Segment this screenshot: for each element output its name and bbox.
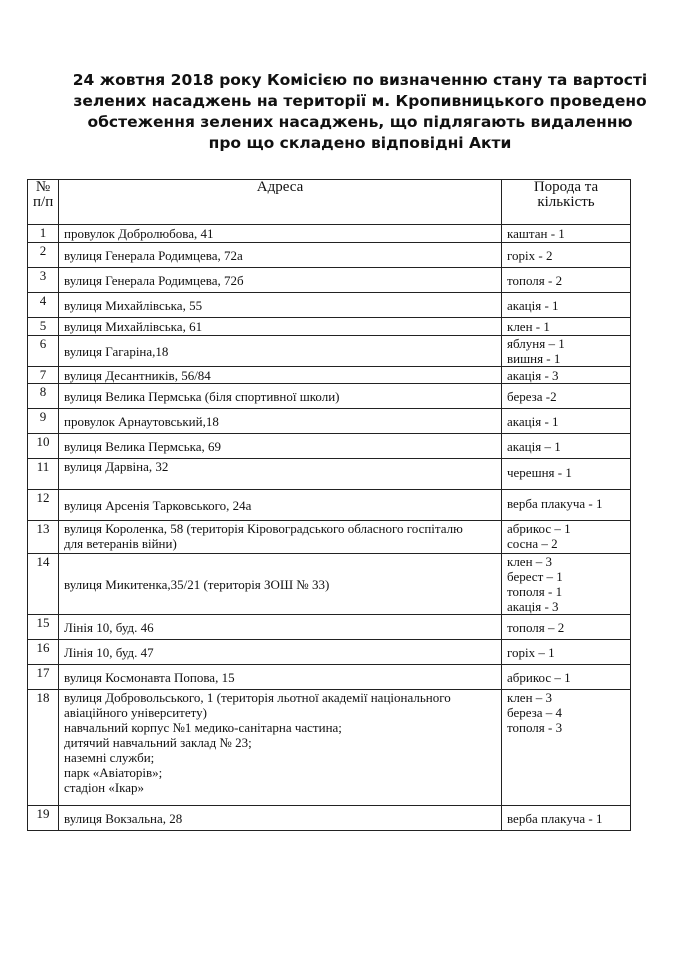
address-line: вулиця Добровольського, 1 (територія льотної академії національного (64, 690, 451, 705)
species-line: каштан - 1 (507, 226, 565, 241)
address-line: вулиця Дарвіна, 32 (64, 459, 169, 474)
row-address (59, 640, 502, 665)
address-line: вулиця Генерала Родимцева, 72б (64, 272, 244, 288)
table-row (28, 268, 631, 293)
row-address (59, 434, 502, 459)
address-line: парк «Авіаторів»; (64, 765, 163, 780)
row-species (502, 367, 631, 384)
species-line: сосна – 2 (507, 536, 558, 551)
row-address (59, 243, 502, 268)
species-line: береза -2 (507, 388, 557, 404)
row-number: 19 (28, 806, 59, 831)
row-species (502, 806, 631, 831)
title-line: обстеження зелених насаджень, що підлягають видаленню (87, 113, 633, 131)
table-body (28, 225, 631, 831)
species-line: тополя - 3 (507, 720, 563, 735)
species-line: акація – 1 (507, 438, 561, 454)
row-species (502, 434, 631, 459)
row-address (59, 521, 502, 554)
table-header-row (28, 180, 631, 225)
species-line: горіх – 1 (507, 644, 555, 660)
species-line: горіх - 2 (507, 247, 553, 263)
row-species (502, 554, 631, 615)
title-line: про що складено відповідні Акти (208, 134, 512, 152)
row-species (502, 318, 631, 336)
row-number: 5 (28, 318, 59, 336)
table-row (28, 459, 631, 490)
row-address (59, 293, 502, 318)
table-row (28, 490, 631, 521)
table-row (28, 521, 631, 554)
address-line: вулиця Вокзальна, 28 (64, 810, 183, 826)
species-line: тополя - 2 (507, 272, 563, 288)
table-row (28, 554, 631, 615)
species-line: береза – 4 (507, 705, 563, 720)
species-line: тополя - 1 (507, 584, 563, 599)
address-line: вулиця Михайлівська, 55 (64, 297, 203, 313)
address-line: вулиця Космонавта Попова, 15 (64, 669, 235, 685)
header-address: Адреса (59, 180, 502, 225)
address-line: вулиця Велика Пермська, 69 (64, 438, 222, 454)
species-line: абрикос – 1 (507, 669, 571, 685)
row-number: 8 (28, 384, 59, 409)
table-row (28, 336, 631, 367)
address-line: вулиця Михайлівська, 61 (64, 319, 203, 334)
address-line: вулиця Арсенія Тарковського, 24а (64, 497, 252, 513)
row-number: 3 (28, 268, 59, 293)
title-line: зелених насаджень на території м. Кропивницького проведено (73, 92, 647, 110)
address-line: вулиця Велика Пермська (біля спортивної школи) (64, 388, 340, 404)
row-number: 10 (28, 434, 59, 459)
species-line: акація - 1 (507, 297, 559, 313)
address-line: вулиця Микитенка,35/21 (територія ЗОШ № 33) (64, 576, 330, 592)
row-address (59, 225, 502, 243)
row-species (502, 409, 631, 434)
table-row (28, 409, 631, 434)
species-line: тополя – 2 (507, 619, 565, 635)
table-row (28, 243, 631, 268)
table-row (28, 384, 631, 409)
row-species (502, 293, 631, 318)
address-line: вулиця Десантників, 56/84 (64, 367, 211, 383)
species-line: клен - 1 (507, 319, 550, 334)
address-line: авіаційного університету) (64, 705, 207, 720)
row-number: 16 (28, 640, 59, 665)
row-address (59, 690, 502, 806)
row-number: 7 (28, 367, 59, 384)
table-row (28, 293, 631, 318)
trees-table (27, 179, 631, 831)
row-number: 13 (28, 521, 59, 554)
row-number: 9 (28, 409, 59, 434)
row-number: 17 (28, 665, 59, 690)
table-row (28, 318, 631, 336)
row-address (59, 268, 502, 293)
address-line: наземні служби; (64, 750, 155, 765)
row-address (59, 384, 502, 409)
address-line: провулок Арнаутовський,18 (64, 413, 219, 429)
row-address (59, 554, 502, 615)
row-address (59, 806, 502, 831)
address-line: вулиця Генерала Родимцева, 72а (64, 247, 243, 263)
species-line: берест – 1 (507, 569, 563, 584)
document-title (40, 70, 678, 154)
row-number: 2 (28, 243, 59, 268)
row-number: 15 (28, 615, 59, 640)
row-species (502, 243, 631, 268)
row-address (59, 409, 502, 434)
address-line: провулок Добролюбова, 41 (64, 226, 214, 241)
species-line: черешня - 1 (507, 465, 572, 480)
species-line: акація - 3 (507, 367, 559, 383)
row-species (502, 665, 631, 690)
row-species (502, 225, 631, 243)
table-row (28, 665, 631, 690)
row-address (59, 367, 502, 384)
row-species (502, 268, 631, 293)
row-species (502, 490, 631, 521)
address-line: стадіон «Ікар» (64, 780, 145, 795)
address-line: Лінія 10, буд. 47 (64, 644, 154, 660)
table-row (28, 690, 631, 806)
table-row (28, 225, 631, 243)
species-line: верба плакуча - 1 (507, 496, 603, 511)
row-number: 12 (28, 490, 59, 521)
species-line: клен – 3 (507, 690, 553, 705)
species-line: клен – 3 (507, 554, 553, 569)
row-address (59, 318, 502, 336)
species-line: акація - 1 (507, 413, 559, 429)
species-line: вишня - 1 (507, 351, 561, 366)
header-number: № п/п (28, 180, 59, 225)
species-line: яблуня – 1 (507, 336, 565, 351)
row-address (59, 336, 502, 367)
table-row (28, 640, 631, 665)
address-line: вулиця Короленка, 58 (територія Кіровоградського обласного госпіталю (64, 521, 463, 536)
header-species: Порода та кількість (502, 180, 631, 225)
row-number: 1 (28, 225, 59, 243)
species-line: верба плакуча - 1 (507, 810, 603, 826)
address-line: для ветеранів війни) (64, 536, 177, 551)
table-row (28, 806, 631, 831)
table-row (28, 615, 631, 640)
row-number: 14 (28, 554, 59, 615)
row-species (502, 690, 631, 806)
table-row (28, 367, 631, 384)
row-address (59, 665, 502, 690)
species-line: абрикос – 1 (507, 521, 571, 536)
row-number: 18 (28, 690, 59, 806)
species-line: акація - 3 (507, 599, 559, 614)
table-row (28, 434, 631, 459)
row-number: 6 (28, 336, 59, 367)
row-species (502, 615, 631, 640)
row-address (59, 615, 502, 640)
row-address (59, 490, 502, 521)
row-number: 4 (28, 293, 59, 318)
title-line: 24 жовтня 2018 року Комісією по визначенню стану та вартості (72, 71, 648, 89)
address-line: вулиця Гагаріна,18 (64, 343, 169, 359)
address-line: Лінія 10, буд. 46 (64, 619, 154, 635)
row-species (502, 521, 631, 554)
row-species (502, 336, 631, 367)
address-line: дитячий навчальний заклад № 23; (64, 735, 252, 750)
row-species (502, 640, 631, 665)
row-address (59, 459, 502, 490)
address-line: навчальний корпус №1 медико-санітарна частина; (64, 720, 342, 735)
row-species (502, 459, 631, 490)
row-number: 11 (28, 459, 59, 490)
row-species (502, 384, 631, 409)
